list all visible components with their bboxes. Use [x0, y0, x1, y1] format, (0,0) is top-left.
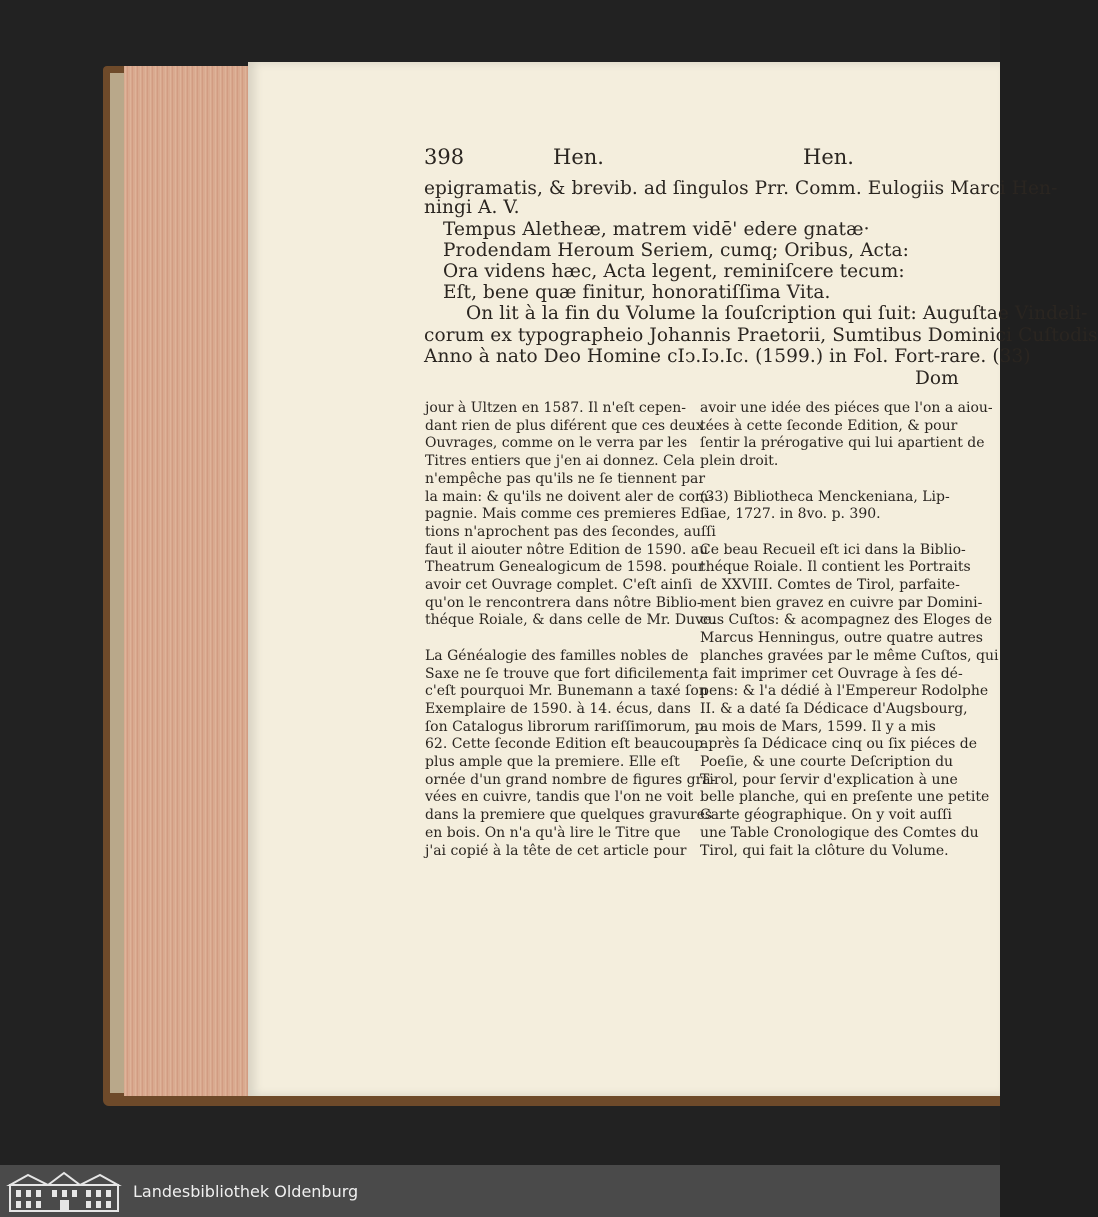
left-column-line: qu'on le rencontrera dans nôtre Biblio-: [425, 594, 702, 611]
right-column-line: tées à cette ſeconde Edition, & pour: [700, 417, 958, 434]
left-column-line: Ouvrages, comme on le verra par les: [425, 435, 688, 452]
right-column-line: Marcus Henningus, outre quatre autres: [700, 630, 983, 647]
left-column-line: pagnie. Mais comme ces premieres Edi-: [425, 506, 710, 523]
verse-line: Ora videns hæc, Acta legent, reminiſcere tecum:: [443, 261, 905, 282]
left-column-line: c'eſt pourquoi Mr. Bunemann a taxé ſon: [425, 683, 708, 700]
left-column-line: ſon Catalogus librorum rariſſimorum, p.: [425, 718, 709, 735]
left-column-line: dans la premiere que quelques gravures: [425, 807, 713, 824]
book-spine-edge: [110, 73, 124, 1093]
left-column-line: vées en cuivre, tandis que l'on ne voit: [425, 789, 694, 806]
running-head-left: Hen.: [553, 145, 604, 169]
left-column-line: ornée d'un grand nombre de figures gra-: [425, 771, 716, 788]
left-column-line: Titres entiers que j'en ai donnez. Cela: [425, 453, 695, 470]
left-column-line: plus ample que la premiere. Elle eſt: [425, 754, 680, 770]
right-column-line: belle planche, qui en preſente une petite: [700, 789, 990, 806]
catchword: Dom: [915, 368, 959, 389]
left-column-line: 62. Cette ſeconde Edition eſt beaucoup: [425, 736, 704, 753]
right-column-line: Ce beau Recueil eſt ici dans la Biblio-: [700, 541, 966, 558]
library-name: Landesbibliothek Oldenburg: [133, 1182, 359, 1201]
colophon-line: corum ex typographeio Johannis Praetorii, Sumtibus Dominici Cuſtodis: [424, 325, 1098, 346]
right-column-line: Tirol, pour ſervir d'explication à une: [700, 771, 958, 788]
right-column-line: plein droit.: [700, 453, 779, 470]
right-column-line: ſentir la prérogative qui lui apartient de: [700, 435, 985, 452]
left-column-line: Saxe ne ſe trouve que fort dificilement,: [425, 665, 704, 682]
left-column-line: Theatrum Genealogicum de 1598. pour: [425, 559, 705, 576]
verse-line: Tempus Aletheæ, matrem vidē' edere gnatæ·: [443, 219, 870, 240]
right-column-line: de XXVIII. Comtes de Tirol, parfaite-: [700, 577, 960, 593]
text-line: epigramatis, & brevib. ad ſingulos Prr. Comm. Eulogiis Marci Hen-: [424, 178, 1058, 199]
verse-line: Prodendam Heroum Seriem, cumq; Oribus, Acta:: [443, 240, 909, 261]
left-column-line: Exemplaire de 1590. à 14. écus, dans: [425, 700, 691, 717]
left-column-line: dant rien de plus diférent que ces deux: [425, 417, 704, 434]
right-column-line: II. & a daté ſa Dédicace d'Augsbourg,: [700, 700, 968, 717]
right-column-line: Tirol, qui fait la clôture du Volume.: [700, 842, 949, 859]
book-fore-edge: [124, 66, 248, 1096]
library-building-icon: [8, 1171, 120, 1213]
right-column-line: cus Cuſtos: & acompagnez des Eloges de: [700, 612, 993, 629]
right-column-line: Poeſie, & une courte Deſcription du: [700, 754, 954, 770]
left-column-line: faut il aiouter nôtre Edition de 1590. au: [425, 541, 709, 558]
right-column-line: Carte géographique. On y voit auſſi: [700, 807, 952, 824]
left-column-line: tions n'aprochent pas des ſecondes, auſſi: [425, 523, 716, 540]
left-column-line: en bois. On n'a qu'à lire le Titre que: [425, 824, 681, 841]
right-column-line: théque Roiale. Il contient les Portraits: [700, 559, 971, 576]
left-column-line: théque Roiale, & dans celle de Mr. Duve.: [425, 612, 716, 629]
right-column-line: avoir une idée des piéces que l'on a aiou-: [700, 400, 993, 416]
colophon-line: On lit à la fin du Volume la ſouſcription qui ſuit: Auguſtae Vindeli-: [466, 303, 1088, 324]
page-number: 398: [424, 145, 465, 169]
left-column-line: jour à Ultzen en 1587. Il n'eſt cepen-: [425, 400, 687, 416]
left-column-line: n'empêche pas qu'ils ne ſe tiennent par: [425, 470, 706, 487]
right-column-line: a fait imprimer cet Ouvrage à ſes dé-: [700, 665, 963, 682]
left-column-line: j'ai copié à la tête de cet article pour: [425, 842, 687, 859]
right-column-line: pens: & l'a dédié à l'Empereur Rodolphe: [700, 683, 989, 700]
verse-line: Eſt, bene quæ finitur, honoratiſſima Vita.: [443, 282, 831, 303]
right-column-line: ment bien gravez en cuivre par Domini-: [700, 594, 983, 611]
left-column-line: avoir cet Ouvrage complet. C'eſt ainſi: [425, 577, 693, 593]
left-column-line: la main: & qu'ils ne doivent aler de com-: [425, 488, 714, 505]
text-line: ningi A. V.: [424, 197, 520, 218]
colophon-line: Anno à nato Deo Homine cIↄ.Iↄ.Ic. (1599.) in Fol. Fort-rare. (33): [424, 346, 1031, 367]
left-column-line: La Généalogie des familles nobles de: [425, 647, 689, 664]
right-column-line: (33) Bibliotheca Menckeniana, Lip-: [700, 488, 950, 505]
right-column-line: au mois de Mars, 1599. Il y a mis: [700, 718, 936, 735]
running-head-right: Hen.: [803, 145, 854, 169]
right-column-line: après ſa Dédicace cinq ou ſix piéces de: [700, 736, 977, 753]
right-column-line: une Table Cronologique des Comtes du: [700, 824, 979, 841]
right-column-line: ſiae, 1727. in 8vo. p. 390.: [700, 506, 881, 523]
right-column-line: planches gravées par le même Cuſtos, qui: [700, 647, 999, 664]
